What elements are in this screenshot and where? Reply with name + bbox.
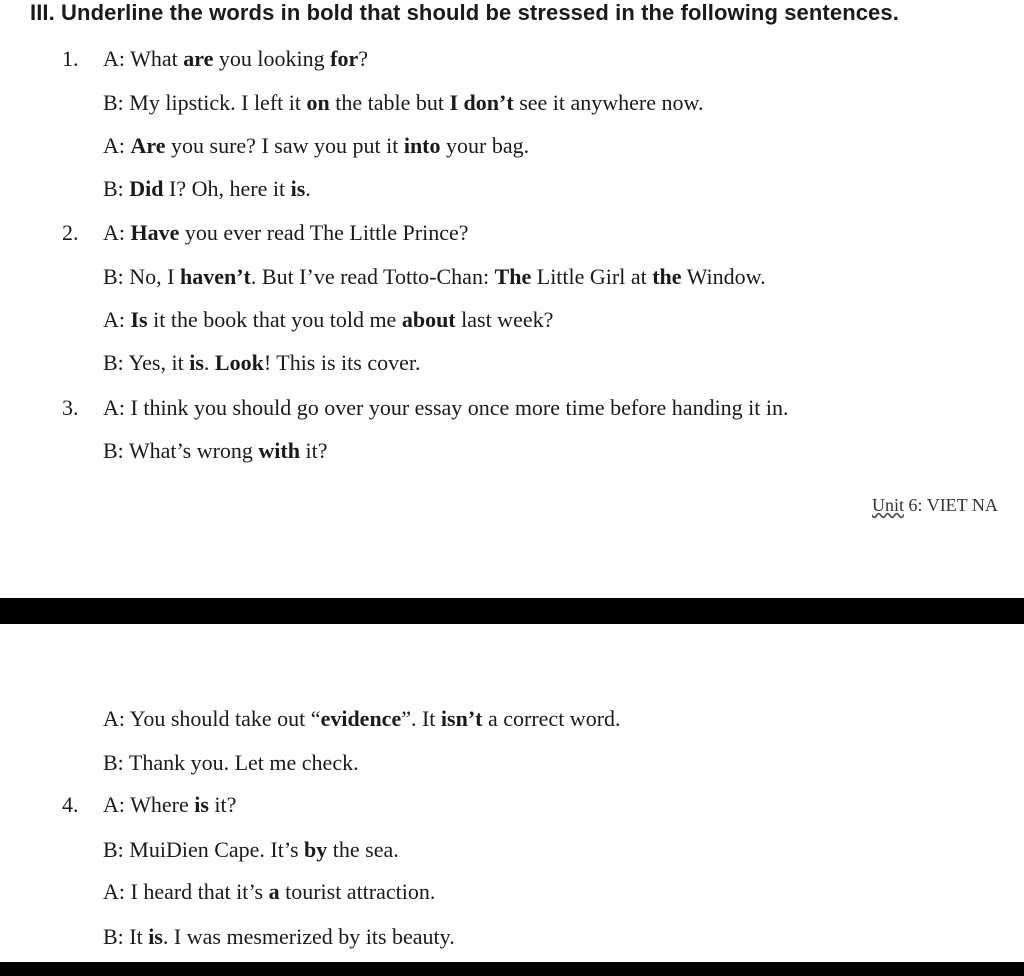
q3-line-2: B: What’s wrong with it? — [103, 438, 328, 463]
page-footer — [872, 495, 998, 516]
q2-line-4: B: Yes, it is. Look! This is its cover. — [103, 350, 421, 375]
q2-line-1: A: Have you ever read The Little Prince? — [103, 220, 469, 245]
q4-line-3: A: I heard that it’s a tourist attraction. — [103, 879, 436, 904]
q4-line-2: B: MuiDien Cape. It’s by the sea. — [103, 837, 399, 862]
page-break-bar — [0, 598, 1024, 624]
question-number-4: 4. — [62, 792, 79, 817]
q4-line-4: B: It is. I was mesmerized by its beauty. — [103, 924, 455, 949]
footer-unit-label: Unit — [872, 495, 905, 515]
question-number-2: 2. — [62, 220, 79, 245]
q1-line-3: A: Are you sure? I saw you put it into your bag. — [103, 133, 530, 158]
question-number-3: 3. — [62, 395, 79, 420]
exercise-heading: III. Underline the words in bold that should be stressed in the following sentences. — [30, 0, 899, 25]
q3-line-1: A: I think you should go over your essay once more time before handing it in. — [103, 395, 789, 420]
question-number-1: 1. — [62, 46, 79, 71]
q2-line-2: B: No, I haven’t. But I’ve read Totto-Chan: The Little Girl at the Window. — [103, 264, 766, 289]
q1-line-1: A: What are you looking for? — [103, 46, 368, 71]
q1-line-4: B: Did I? Oh, here it is. — [103, 176, 311, 201]
footer-unit-title: 6: VIET NA — [904, 495, 998, 515]
q2-line-3: A: Is it the book that you told me about last week? — [103, 307, 554, 332]
q3-line-3: A: You should take out “evidence”. It isn’t a correct word. — [103, 706, 621, 731]
q3-line-4: B: Thank you. Let me check. — [103, 750, 359, 775]
q1-line-2: B: My lipstick. I left it on the table but I don’t see it anywhere now. — [103, 90, 704, 115]
q4-line-1: A: Where is it? — [103, 792, 237, 817]
bottom-edge-bar — [0, 962, 1024, 976]
